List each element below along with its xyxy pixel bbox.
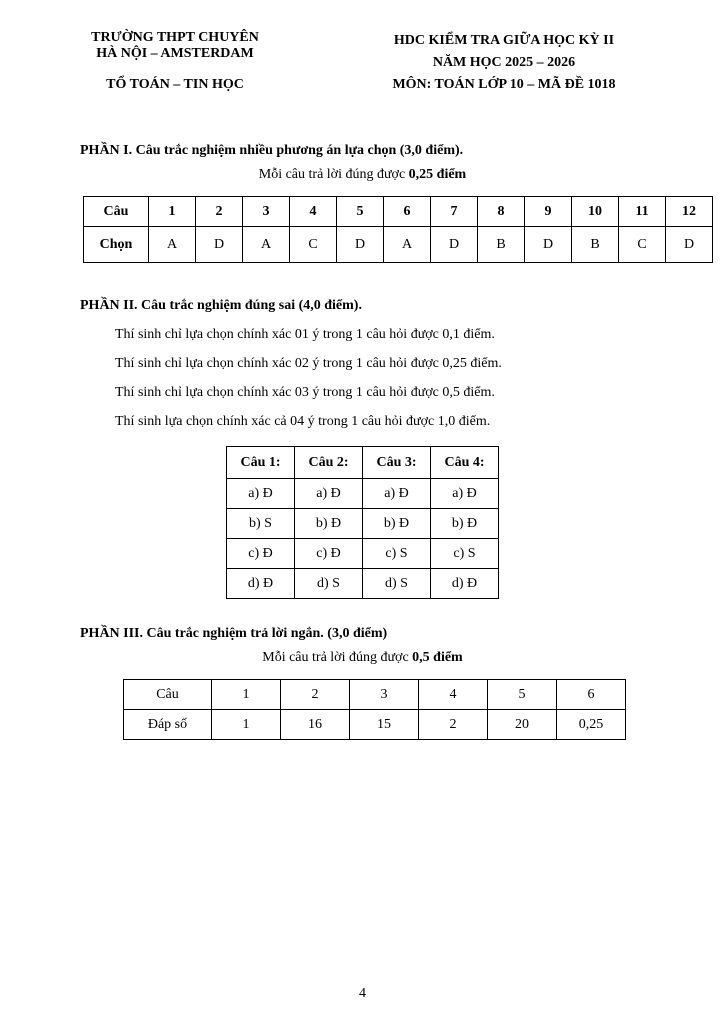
school-block bbox=[80, 30, 270, 96]
part1-answer-cell: D bbox=[666, 227, 713, 263]
exam-title-line1: HDC KIỂM TRA GIỮA HỌC KỲ II bbox=[393, 33, 615, 48]
part1-answer-cell: D bbox=[196, 227, 243, 263]
part1-note-text: Mỗi câu trả lời đúng được bbox=[258, 167, 409, 182]
part1-question-cell: 4 bbox=[290, 197, 337, 227]
part2-section bbox=[0, 298, 725, 599]
part3-question-cell: 3 bbox=[350, 680, 419, 710]
department-name: TỔ TOÁN – TIN HỌC bbox=[106, 77, 244, 92]
part1-note-score: 0,25 điểm bbox=[408, 167, 467, 182]
part1-question-cell: 11 bbox=[619, 197, 666, 227]
part1-answer-table bbox=[83, 196, 713, 263]
part2-scoring-note-3: Thí sinh chỉ lựa chọn chính xác 03 ý trong 1 câu hỏi được 0,5 điểm. bbox=[115, 385, 495, 400]
part3-answer-row-label: Đáp số bbox=[124, 710, 212, 740]
part3-answer-cell: 20 bbox=[488, 710, 557, 740]
part1-question-cell: 9 bbox=[525, 197, 572, 227]
part2-answer-cell: d) Đ bbox=[431, 569, 499, 599]
part2-answer-cell: a) Đ bbox=[431, 479, 499, 509]
part3-section bbox=[0, 626, 725, 740]
part3-answer-cell: 0,25 bbox=[557, 710, 626, 740]
part1-answer-cell: B bbox=[478, 227, 525, 263]
part1-question-cell: 10 bbox=[572, 197, 619, 227]
part2-header-cell: Câu 1: bbox=[227, 447, 295, 479]
part1-answer-cell: A bbox=[149, 227, 196, 263]
part2-answer-cell: a) Đ bbox=[227, 479, 295, 509]
part1-answer-cell: B bbox=[572, 227, 619, 263]
document-header bbox=[0, 0, 725, 96]
part1-heading: PHẦN I. Câu trắc nghiệm nhiều phương án lựa chọn (3,0 điểm). bbox=[80, 143, 464, 158]
part1-question-cell: 2 bbox=[196, 197, 243, 227]
page-number: 4 bbox=[359, 986, 366, 1001]
part2-answer-cell: b) Đ bbox=[295, 509, 363, 539]
part3-question-row bbox=[124, 680, 626, 710]
part1-answer-cell: C bbox=[619, 227, 666, 263]
part1-question-cell: 12 bbox=[666, 197, 713, 227]
part2-scoring-note-2: Thí sinh chỉ lựa chọn chính xác 02 ý trong 1 câu hỏi được 0,25 điểm. bbox=[115, 356, 502, 371]
part1-question-cell: 3 bbox=[243, 197, 290, 227]
part2-answer-cell: b) Đ bbox=[363, 509, 431, 539]
part1-answer-cell: C bbox=[290, 227, 337, 263]
part3-note-text: Mỗi câu trả lời đúng được bbox=[262, 650, 413, 665]
part3-answer-cell: 2 bbox=[419, 710, 488, 740]
part1-answer-cell: A bbox=[243, 227, 290, 263]
part2-answer-cell: c) Đ bbox=[227, 539, 295, 569]
part1-question-row bbox=[84, 197, 713, 227]
exam-title-line3: MÔN: TOÁN LỚP 10 – MÃ ĐỀ 1018 bbox=[392, 77, 616, 92]
part2-answer-cell: d) S bbox=[363, 569, 431, 599]
part2-answer-row-d bbox=[227, 569, 499, 599]
part2-scoring-note-1: Thí sinh chỉ lựa chọn chính xác 01 ý trong 1 câu hỏi được 0,1 điểm. bbox=[115, 327, 495, 342]
part3-answer-cell: 16 bbox=[281, 710, 350, 740]
part1-scoring-note bbox=[0, 167, 725, 183]
part1-answer-row-label: Chọn bbox=[84, 227, 149, 263]
exam-title-line2: NĂM HỌC 2025 – 2026 bbox=[432, 55, 576, 70]
part3-answer-cell: 1 bbox=[212, 710, 281, 740]
part3-heading: PHẦN III. Câu trắc nghiệm trả lời ngắn. (3,0 điểm) bbox=[80, 626, 388, 641]
part2-heading: PHẦN II. Câu trắc nghiệm đúng sai (4,0 điểm). bbox=[80, 298, 362, 313]
part1-question-cell: 1 bbox=[149, 197, 196, 227]
part1-section bbox=[0, 143, 725, 263]
part3-question-cell: 6 bbox=[557, 680, 626, 710]
part2-header-cell: Câu 4: bbox=[431, 447, 499, 479]
part3-question-cell: 2 bbox=[281, 680, 350, 710]
part2-answer-cell: a) Đ bbox=[295, 479, 363, 509]
part2-answer-table bbox=[226, 446, 499, 599]
part2-answer-cell: d) Đ bbox=[227, 569, 295, 599]
part1-answer-cell: D bbox=[337, 227, 384, 263]
part2-answer-cell: a) Đ bbox=[363, 479, 431, 509]
part3-note-score: 0,5 điểm bbox=[412, 650, 463, 665]
part1-answer-cell: D bbox=[431, 227, 478, 263]
part2-header-row bbox=[227, 447, 499, 479]
part3-question-row-label: Câu bbox=[124, 680, 212, 710]
part3-question-cell: 1 bbox=[212, 680, 281, 710]
exam-title-block bbox=[373, 30, 635, 96]
part2-answer-cell: b) Đ bbox=[431, 509, 499, 539]
part1-answer-row bbox=[84, 227, 713, 263]
part1-question-cell: 5 bbox=[337, 197, 384, 227]
part2-answer-cell: c) Đ bbox=[295, 539, 363, 569]
part2-answer-row-b bbox=[227, 509, 499, 539]
part2-scoring-note-4: Thí sinh lựa chọn chính xác cả 04 ý trong 1 câu hỏi được 1,0 điểm. bbox=[115, 414, 491, 429]
part3-question-cell: 4 bbox=[419, 680, 488, 710]
school-name-line2: HÀ NỘI – AMSTERDAM bbox=[96, 46, 254, 61]
part2-header-cell: Câu 3: bbox=[363, 447, 431, 479]
part3-answer-table bbox=[123, 679, 626, 740]
part2-answer-cell: c) S bbox=[363, 539, 431, 569]
part3-answer-cell: 15 bbox=[350, 710, 419, 740]
part1-question-cell: 7 bbox=[431, 197, 478, 227]
part1-answer-cell: D bbox=[525, 227, 572, 263]
part1-question-row-label: Câu bbox=[84, 197, 149, 227]
part3-answer-row bbox=[124, 710, 626, 740]
part3-scoring-note bbox=[0, 650, 725, 666]
part2-header-cell: Câu 2: bbox=[295, 447, 363, 479]
part2-answer-row-c bbox=[227, 539, 499, 569]
part1-question-cell: 8 bbox=[478, 197, 525, 227]
part2-answer-cell: d) S bbox=[295, 569, 363, 599]
part2-answer-cell: c) S bbox=[431, 539, 499, 569]
part2-answer-row-a bbox=[227, 479, 499, 509]
part3-question-cell: 5 bbox=[488, 680, 557, 710]
part1-answer-cell: A bbox=[384, 227, 431, 263]
part1-question-cell: 6 bbox=[384, 197, 431, 227]
part2-answer-cell: b) S bbox=[227, 509, 295, 539]
school-name-line1: TRƯỜNG THPT CHUYÊN bbox=[91, 30, 259, 45]
